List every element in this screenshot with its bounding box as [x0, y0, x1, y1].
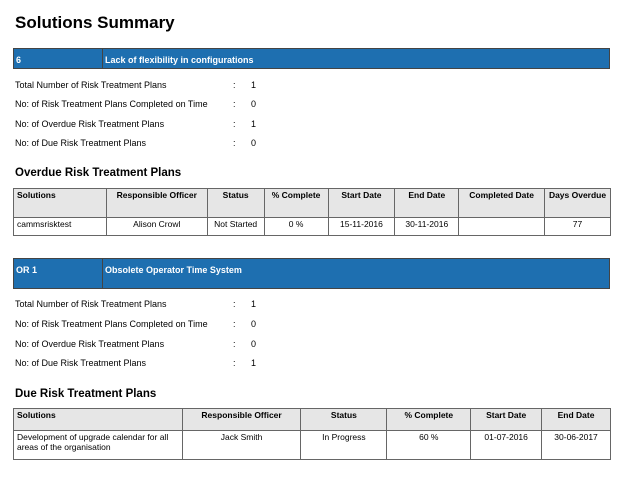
- risk-code: OR 1: [16, 265, 38, 275]
- table-cell: 0 %: [264, 218, 328, 236]
- column-header: Start Date: [471, 409, 542, 431]
- table-cell: [459, 218, 545, 236]
- table-cell: Not Started: [207, 218, 264, 236]
- table-cell: 15-11-2016: [328, 218, 395, 236]
- column-header: Status: [207, 189, 264, 218]
- column-header: % Complete: [387, 409, 471, 431]
- table-cell: Alison Crowl: [106, 218, 207, 236]
- table-cell: 30-11-2016: [395, 218, 459, 236]
- overdue-plans-table: [13, 188, 611, 236]
- table-header-row: [14, 409, 611, 431]
- stat-value: 1: [251, 80, 257, 90]
- stat-label: No: of Due Risk Treatment Plans: [15, 138, 147, 148]
- column-header: Start Date: [328, 189, 395, 218]
- column-header: End Date: [542, 409, 611, 431]
- stat-label: No: of Risk Treatment Plans Completed on Time: [15, 99, 208, 109]
- stat-label: Total Number of Risk Treatment Plans: [15, 80, 167, 90]
- risk-header-bar: [13, 48, 610, 69]
- stat-value: 0: [251, 319, 257, 329]
- column-header: Responsible Officer: [106, 189, 207, 218]
- stat-value: 1: [251, 119, 257, 129]
- column-header: Completed Date: [459, 189, 545, 218]
- table-cell: Jack Smith: [182, 431, 301, 460]
- stat-value: 0: [251, 99, 257, 109]
- table-cell: Development of upgrade calendar for all areas of the organisation: [14, 431, 183, 460]
- risk-header-bar: [13, 258, 610, 289]
- table-cell: 77: [545, 218, 611, 236]
- due-plans-table: [13, 408, 611, 460]
- risk-name: Lack of flexibility in configurations: [105, 55, 254, 65]
- stat-value: 1: [251, 299, 257, 309]
- risk-code: 6: [16, 55, 22, 65]
- risk-name: Obsolete Operator Time System: [105, 265, 242, 275]
- section-title: Overdue Risk Treatment Plans: [15, 167, 182, 179]
- stat-value: 0: [251, 138, 257, 148]
- section-title: Due Risk Treatment Plans: [15, 388, 157, 400]
- table-header-row: [14, 189, 611, 218]
- column-header: Solutions: [14, 409, 183, 431]
- table-row: [14, 431, 611, 460]
- column-header: % Complete: [264, 189, 328, 218]
- stat-label: No: of Overdue Risk Treatment Plans: [15, 339, 165, 349]
- table-cell: cammsrisktest: [14, 218, 107, 236]
- stat-value: 0: [251, 339, 257, 349]
- stat-label: Total Number of Risk Treatment Plans: [15, 299, 167, 309]
- column-header: Status: [301, 409, 387, 431]
- column-header: Solutions: [14, 189, 107, 218]
- column-header: Days Overdue: [545, 189, 611, 218]
- table-cell: In Progress: [301, 431, 387, 460]
- stat-value: 1: [251, 358, 257, 368]
- stat-label: No: of Overdue Risk Treatment Plans: [15, 119, 165, 129]
- column-header: Responsible Officer: [182, 409, 301, 431]
- table-cell: 60 %: [387, 431, 471, 460]
- page-title: Solutions Summary: [15, 13, 175, 32]
- stat-label: No: of Due Risk Treatment Plans: [15, 358, 147, 368]
- table-row: [14, 218, 611, 236]
- table-cell: 30-06-2017: [542, 431, 611, 460]
- column-header: End Date: [395, 189, 459, 218]
- stat-label: No: of Risk Treatment Plans Completed on Time: [15, 319, 208, 329]
- table-cell: 01-07-2016: [471, 431, 542, 460]
